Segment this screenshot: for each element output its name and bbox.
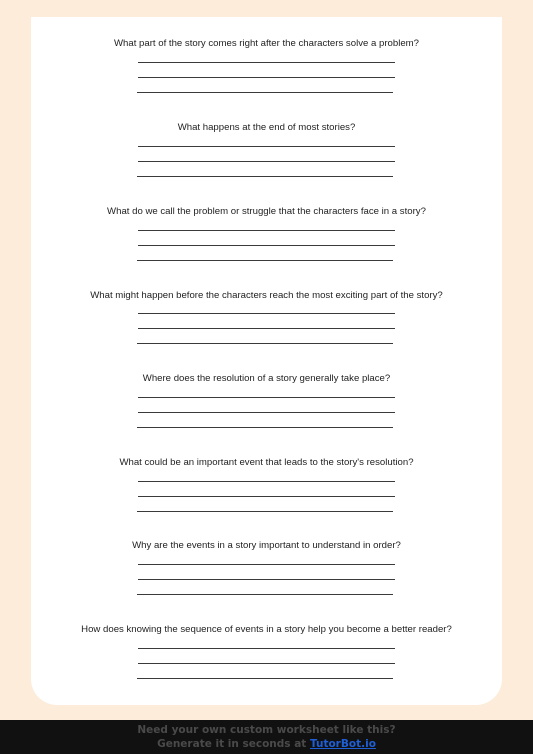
answer-line [138, 412, 395, 413]
question-7: Why are the events in a story important to understand in order? [132, 540, 401, 551]
answer-line [138, 313, 395, 314]
answer-line [137, 260, 393, 261]
question-4: What might happen before the characters reach the most exciting part of the story? [90, 290, 443, 301]
answer-line [138, 481, 395, 482]
answer-line [138, 230, 395, 231]
promo-cta [0, 738, 533, 751]
question-2: What happens at the end of most stories? [177, 122, 356, 133]
answer-line [138, 397, 395, 398]
answer-line [138, 161, 395, 162]
question-6: What could be an important event that leads to the story's resolution? [119, 457, 414, 468]
answer-line [138, 245, 395, 246]
answer-line [138, 146, 395, 147]
question-5: Where does the resolution of a story generally take place? [142, 373, 391, 384]
answer-line [138, 564, 395, 565]
answer-line [138, 648, 395, 649]
answer-line [137, 343, 393, 344]
answer-line [137, 92, 393, 93]
answer-line [138, 579, 395, 580]
answer-line [138, 62, 395, 63]
question-1: What part of the story comes right after the characters solve a problem? [113, 38, 419, 49]
answer-line [137, 427, 393, 428]
question-8: How does knowing the sequence of events in a story help you become a better reader? [81, 624, 452, 635]
tutorbot-link[interactable]: TutorBot.io [309, 738, 376, 750]
worksheet [31, 17, 502, 705]
answer-line [138, 663, 395, 664]
answer-line [137, 511, 393, 512]
question-3: What do we call the problem or struggle that the characters face in a story? [107, 206, 426, 217]
answer-line [138, 77, 395, 78]
answer-line [137, 678, 393, 679]
answer-line [138, 496, 395, 497]
promo-cta-text: Generate it in seconds at [157, 738, 310, 750]
promo-text: Need your own custom worksheet like this? [137, 724, 396, 736]
answer-line [137, 594, 393, 595]
promo-footer [0, 720, 533, 754]
answer-line [138, 328, 395, 329]
answer-line [137, 176, 393, 177]
